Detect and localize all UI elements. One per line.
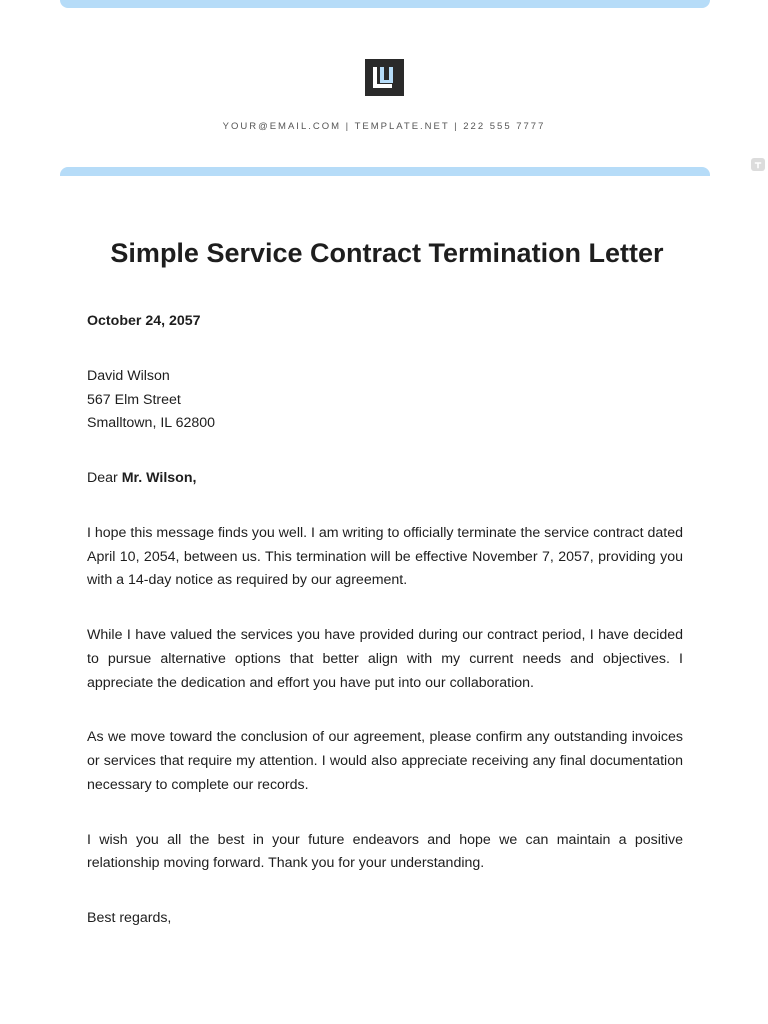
body-paragraph-1: I hope this message finds you well. I am writing to officially terminate the service contract dated April 10, 2054, between us. This termination will be effective November 7, 2057, providing you with a 14-day notice as required by our agreement. — [87, 525, 683, 589]
letterhead-logo — [365, 59, 404, 96]
template-t-icon[interactable] — [751, 158, 765, 171]
letter-body — [87, 310, 683, 931]
logo-mark-icon — [365, 59, 404, 96]
recipient-city: Smalltown, IL 62800 — [87, 415, 216, 432]
salutation — [87, 467, 683, 491]
letter-title: Simple Service Contract Termination Letter — [110, 238, 664, 268]
salutation-name: Mr. Wilson, — [121, 470, 197, 487]
body-paragraph-2: While I have valued the services you have provided during our contract period, I have decided to pursue alternative options that better align with my current needs and objectives. I appreciate the dedication and effort you have put into our collaboration. — [87, 627, 683, 691]
recipient-name: David Wilson — [87, 367, 170, 384]
recipient-block — [87, 365, 683, 436]
body-paragraph-3: As we move toward the conclusion of our agreement, please confirm any outstanding invoices or services that require my attention. I would also appreciate receiving any final documentation necessary to complete our records. — [87, 729, 683, 793]
salutation-prefix: Dear — [87, 470, 122, 487]
letter-date: October 24, 2057 — [87, 313, 201, 329]
header-bottom-band — [60, 167, 710, 176]
contact-line: YOUR@EMAIL.COM | TEMPLATE.NET | 222 555 7777 — [222, 121, 546, 132]
recipient-street: 567 Elm Street — [87, 391, 181, 408]
header-top-band — [60, 0, 710, 8]
closing: Best regards, — [87, 910, 172, 927]
body-paragraph-4: I wish you all the best in your future endeavors and hope we can maintain a positive relationship moving forward. Thank you for your understanding. — [87, 831, 683, 872]
